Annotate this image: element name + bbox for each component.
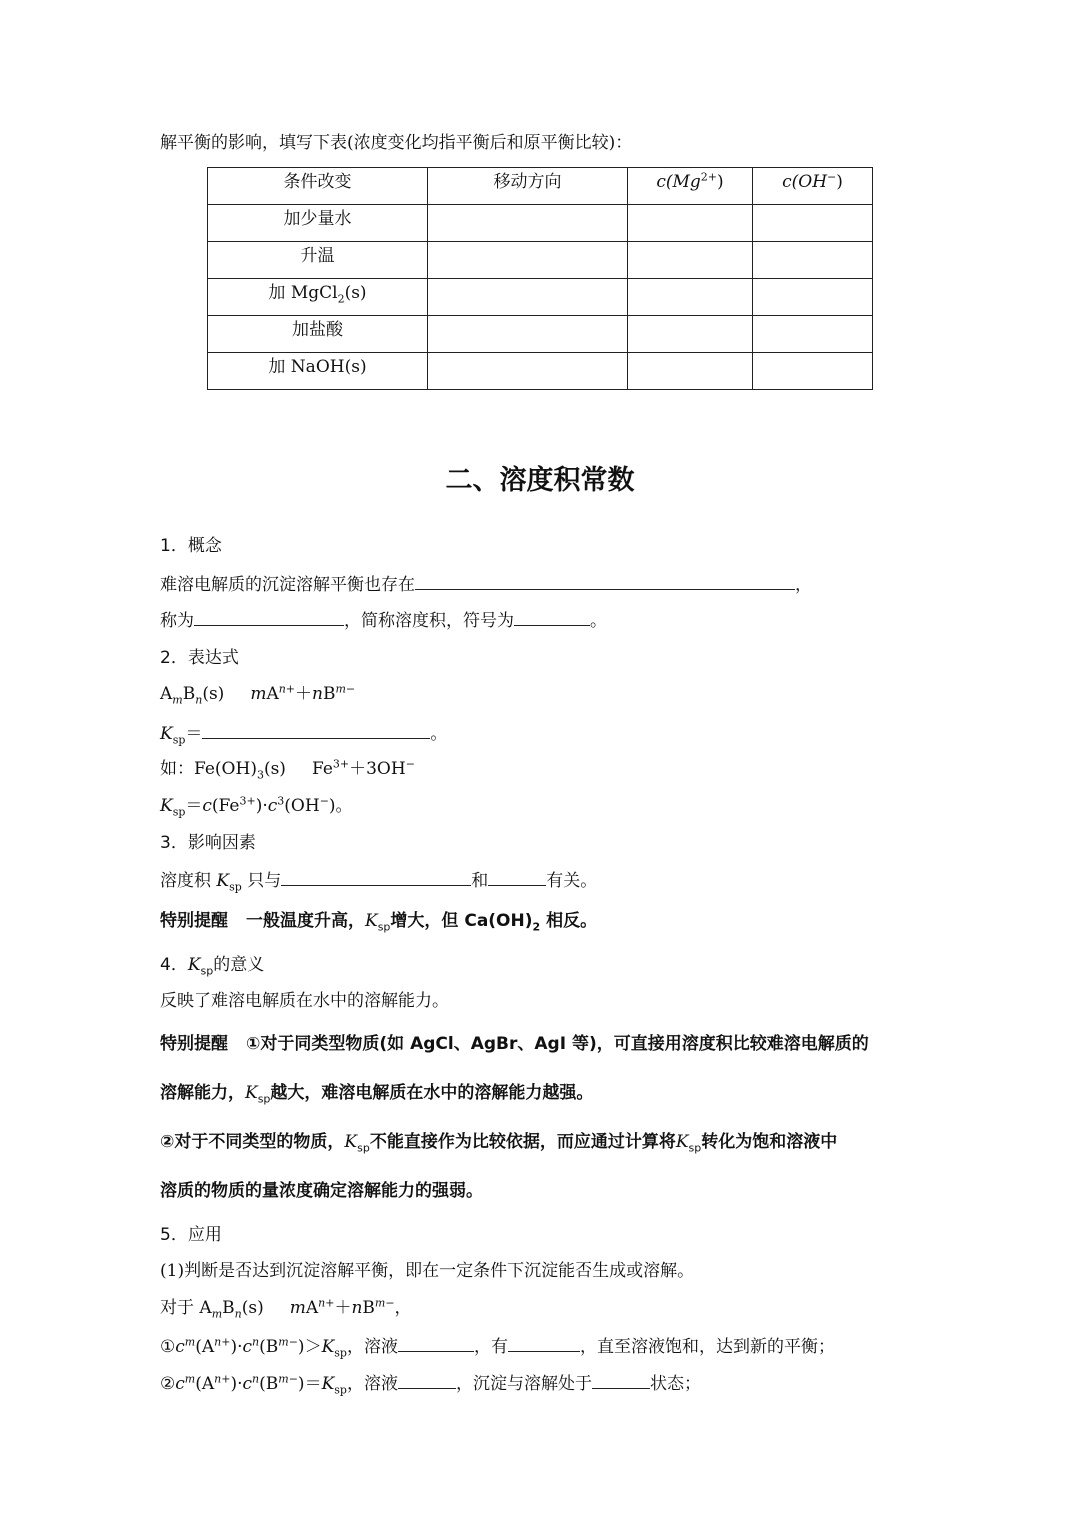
table-row (208, 205, 873, 242)
s2-heading: 2．表达式 (160, 648, 239, 668)
table-cell: 加盐酸 (208, 316, 428, 353)
table-cell[interactable] (428, 242, 628, 279)
s1-heading: 1．概念 (160, 536, 222, 556)
s4-note1: 特别提醒 ①对于同类型物质(如 AgCl、AgBr、AgI 等)，可直接用溶度积比较难溶电解质的 (160, 1034, 869, 1054)
table-cell[interactable] (628, 316, 753, 353)
s4-note1-cont: 溶解能力，$K_{sp}$越大，难溶电解质在水中的溶解能力越强。 (160, 1083, 594, 1106)
table-header-row (208, 168, 873, 205)
equilibrium-table (207, 167, 873, 390)
blank[interactable] (398, 1370, 456, 1389)
table-cell[interactable] (628, 353, 753, 390)
s1-line1: 难溶电解质的沉淀溶解平衡也存在 ， (160, 571, 812, 597)
s4-note2: ②对于不同类型的物质，$K_{sp}$不能直接作为比较依据，而应通过计算将$K_{sp}$转化为饱和溶液中 (160, 1132, 838, 1155)
table-header-cell: c(OH−) (753, 168, 873, 205)
table-header-cell: 条件改变 (208, 168, 428, 205)
s5-case1: $①c^m(A^{n+})\cdot c^n(B^{m-})>K_{sp}$，溶液 ，有 ，直至溶液饱和，达到新的平衡； (160, 1333, 835, 1359)
table-cell[interactable] (428, 353, 628, 390)
table-row (208, 316, 873, 353)
table-cell[interactable] (753, 279, 873, 316)
s4-note2-cont: 溶质的物质的量浓度确定溶解能力的强弱。 (160, 1181, 483, 1201)
table-cell[interactable] (753, 316, 873, 353)
table-header-cell: 移动方向 (428, 168, 628, 205)
s1-line2: 称为 ，简称溶度积，符号为 。 (160, 607, 607, 633)
table-cell[interactable] (428, 316, 628, 353)
blank[interactable] (194, 607, 344, 626)
table-row (208, 353, 873, 390)
blank[interactable] (592, 1370, 650, 1389)
s4-heading: 4．$K_{sp}$的意义 (160, 955, 265, 978)
table-row (208, 279, 873, 316)
s3-heading: 3．影响因素 (160, 833, 256, 853)
table-cell: 升温 (208, 242, 428, 279)
table-cell[interactable] (753, 205, 873, 242)
blank[interactable] (415, 571, 795, 590)
table-cell: 加 NaOH(s) (208, 353, 428, 390)
table-cell[interactable] (628, 279, 753, 316)
blank[interactable] (281, 867, 471, 886)
s5-case2: $②c^m(A^{n+})\cdot c^n(B^{m-})=K_{sp}$，溶液 ，沉淀与溶解处于 状态； (160, 1370, 701, 1396)
blank[interactable] (398, 1333, 474, 1352)
s4-line: 反映了难溶电解质在水中的溶解能力。 (160, 991, 449, 1011)
table-header-cell: $c(Mg^{2+})$ (628, 168, 753, 205)
s3-note: 特别提醒 一般温度升高，$K_{sp}$增大，但 $Ca(OH)_2$ 相反。 (160, 911, 598, 934)
s3-line: 溶度积 $K_{sp}$ 只与 和 有关。 (160, 867, 597, 893)
s2-expression: $A_mB_n(s)$ $mA^{n+}+nB^{m-}$ (160, 682, 356, 707)
table-cell: 加少量水 (208, 205, 428, 242)
table-cell[interactable] (753, 353, 873, 390)
table-cell[interactable] (428, 205, 628, 242)
s5-heading: 5．应用 (160, 1225, 222, 1245)
s2-example-ksp: $K_{sp}=c(Fe^{3+})\cdot c^3(OH^-)$。 (160, 794, 353, 819)
blank[interactable] (508, 1333, 580, 1352)
table-row (208, 242, 873, 279)
s5-line1: (1)判断是否达到沉淀溶解平衡，即在一定条件下沉淀能否生成或溶解。 (160, 1261, 695, 1281)
table-cell: 加 MgCl$_2$(s) (208, 279, 428, 316)
s2-example: 如：$Fe(OH)_3(s)$ $Fe^{3+}+3OH^-$ (160, 757, 415, 782)
blank[interactable] (202, 720, 430, 739)
s5-line2: 对于 $A_mB_n(s)$ $mA^{n+}+nB^{m-}$， (160, 1296, 412, 1321)
table-cell[interactable] (628, 205, 753, 242)
section-title: 二、溶度积常数 (445, 465, 635, 496)
intro-line: 解平衡的影响，填写下表(浓度变化均指平衡后和原平衡比较)： (160, 133, 633, 153)
s2-ksp-line: $K_{sp}=$ 。 (160, 720, 447, 746)
blank[interactable] (514, 607, 590, 626)
table-cell[interactable] (753, 242, 873, 279)
table-cell[interactable] (428, 279, 628, 316)
table-cell[interactable] (628, 242, 753, 279)
blank[interactable] (488, 867, 546, 886)
